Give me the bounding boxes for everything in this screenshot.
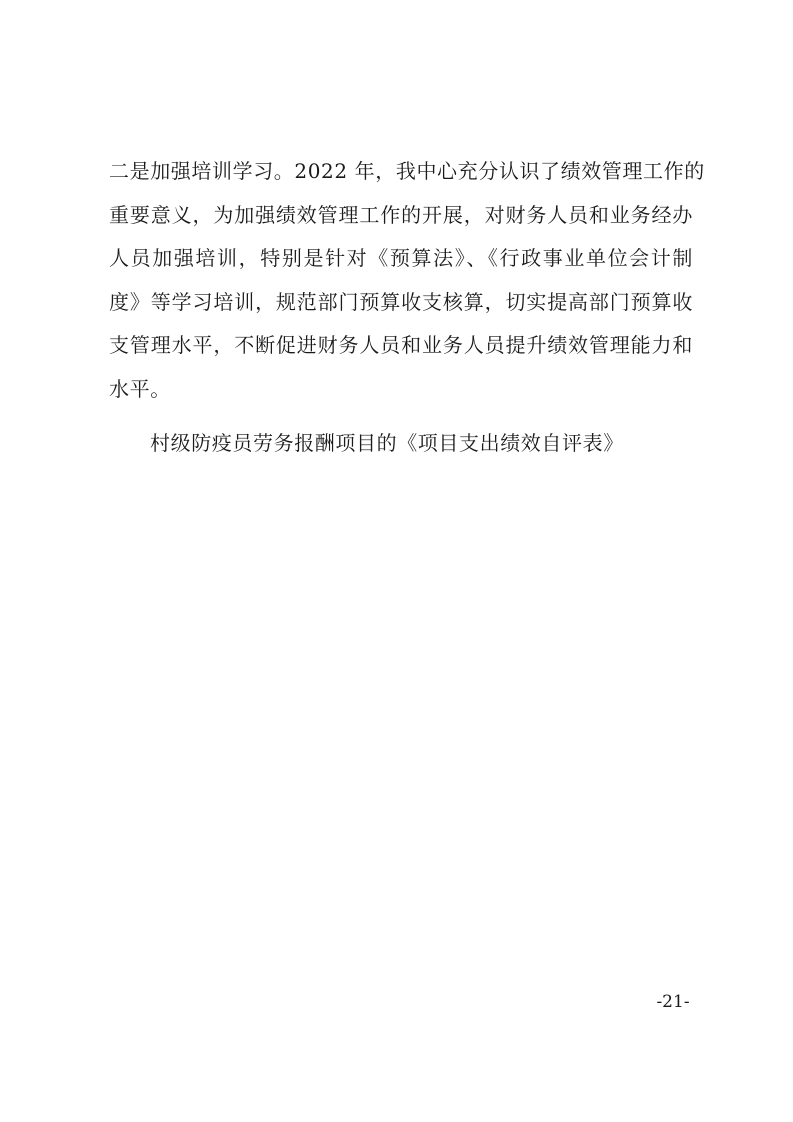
paragraph-line-6: 水平。 bbox=[109, 376, 171, 401]
paragraph-line-4: 度》等学习培训，规范部门预算收支核算，切实提高部门预算收 bbox=[109, 289, 693, 314]
paragraph-line-5: 支管理水平，不断促进财务人员和业务人员提升绩效管理能力和 bbox=[109, 333, 693, 357]
paragraph-line-3: 人员加强培训，特别是针对《预算法》、《行政事业单位会计制 bbox=[109, 246, 693, 270]
body-paragraph bbox=[109, 150, 705, 411]
page-number: -21- bbox=[656, 992, 690, 1012]
table-caption: 村级防疫员劳务报酬项目的《项目支出绩效自评表》 bbox=[150, 431, 624, 455]
paragraph-line-1: 二是加强培训学习。2022 年，我中心充分认识了绩效管理工作的 bbox=[109, 159, 705, 183]
paragraph-line-2: 重要意义，为加强绩效管理工作的开展，对财务人员和业务经办 bbox=[109, 202, 693, 227]
